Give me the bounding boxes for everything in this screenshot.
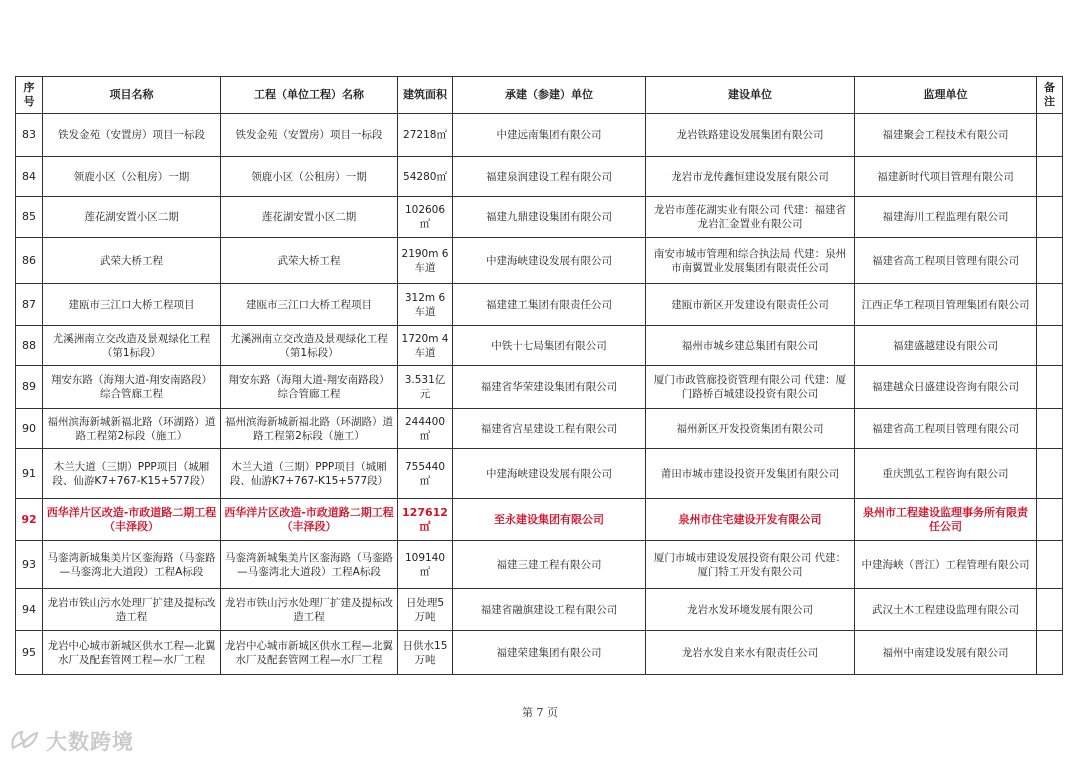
cell-contractor: 中铁十七局集团有限公司 <box>453 326 646 366</box>
header-contractor: 承建（参建）单位 <box>453 77 646 114</box>
cell-note <box>1037 589 1063 631</box>
cell-no: 88 <box>16 326 43 366</box>
cell-contractor: 福建泉润建设工程有限公司 <box>453 157 646 197</box>
cell-supervisor: 福建省高工程项目管理有限公司 <box>855 409 1037 449</box>
header-supervisor: 监理单位 <box>855 77 1037 114</box>
header-no: 序号 <box>16 77 43 114</box>
table-row <box>16 238 1063 284</box>
table-row <box>16 409 1063 449</box>
cell-project: 领鹿小区（公租房）一期 <box>43 157 221 197</box>
cell-supervisor: 泉州市工程建设监理事务所有限责任公司 <box>855 499 1037 541</box>
cell-no: 89 <box>16 366 43 409</box>
cell-note <box>1037 499 1063 541</box>
cell-supervisor: 福建盛越建设有限公司 <box>855 326 1037 366</box>
cell-contractor: 福建省华荣建设集团有限公司 <box>453 366 646 409</box>
page-number: 第 7 页 <box>522 706 558 719</box>
cell-owner: 南安市城市管理和综合执法局 代建：泉州市南翼置业发展集团有限责任公司 <box>646 238 855 284</box>
header-note: 备注 <box>1037 77 1063 114</box>
cell-area: 日供水15万吨 <box>398 631 453 675</box>
cell-owner: 厦门市政管廊投资管理有限公司 代建：厦门路桥百城建设投资有限公司 <box>646 366 855 409</box>
cell-sub-project: 龙岩中心城市新城区供水工程—北翼水厂及配套管网工程—水厂工程 <box>221 631 398 675</box>
cell-supervisor: 福建聚会工程技术有限公司 <box>855 114 1037 157</box>
cell-no: 92 <box>16 499 43 541</box>
cell-note <box>1037 238 1063 284</box>
cell-note <box>1037 541 1063 589</box>
cell-note <box>1037 631 1063 675</box>
cell-no: 91 <box>16 449 43 499</box>
cell-supervisor: 中建海峡（晋江）工程管理有限公司 <box>855 541 1037 589</box>
cell-no: 95 <box>16 631 43 675</box>
cell-area: 1720m 4车道 <box>398 326 453 366</box>
cell-no: 87 <box>16 284 43 326</box>
cell-contractor: 福建建工集团有限责任公司 <box>453 284 646 326</box>
cell-project: 翔安东路（海翔大道-翔安南路段）综合管廊工程 <box>43 366 221 409</box>
table-row <box>16 326 1063 366</box>
header-sub-project: 工程（单位工程）名称 <box>221 77 398 114</box>
cell-no: 90 <box>16 409 43 449</box>
cell-no: 85 <box>16 197 43 238</box>
cell-note <box>1037 366 1063 409</box>
watermark-logo-icon <box>10 728 40 754</box>
cell-supervisor: 福州中南建设发展有限公司 <box>855 631 1037 675</box>
projects-table <box>15 76 1063 675</box>
cell-no: 93 <box>16 541 43 589</box>
cell-area: 日处理5万吨 <box>398 589 453 631</box>
cell-supervisor: 福建越众日盛建设咨询有限公司 <box>855 366 1037 409</box>
cell-sub-project: 西华洋片区改造-市政道路二期工程（丰泽段） <box>221 499 398 541</box>
cell-contractor: 中建海峡建设发展有限公司 <box>453 238 646 284</box>
cell-project: 铁发金苑（安置房）项目一标段 <box>43 114 221 157</box>
cell-no: 94 <box>16 589 43 631</box>
cell-owner: 龙岩铁路建设发展集团有限公司 <box>646 114 855 157</box>
table-row <box>16 449 1063 499</box>
table-row <box>16 284 1063 326</box>
table-row <box>16 589 1063 631</box>
cell-note <box>1037 284 1063 326</box>
header-owner: 建设单位 <box>646 77 855 114</box>
cell-owner: 泉州市住宅建设开发有限公司 <box>646 499 855 541</box>
cell-project: 木兰大道（三期）PPP项目（城厢段、仙游K7+767-K15+577段） <box>43 449 221 499</box>
cell-area: 27218㎡ <box>398 114 453 157</box>
table-row <box>16 157 1063 197</box>
table-row <box>16 541 1063 589</box>
header-project: 项目名称 <box>43 77 221 114</box>
cell-area: 244400㎡ <box>398 409 453 449</box>
cell-area: 102606㎡ <box>398 197 453 238</box>
cell-contractor: 中建海峡建设发展有限公司 <box>453 449 646 499</box>
table-row <box>16 366 1063 409</box>
cell-owner: 福州市城乡建总集团有限公司 <box>646 326 855 366</box>
cell-project: 马銮湾新城集美片区銮海路（马銮路—马銮湾北大道段）工程A标段 <box>43 541 221 589</box>
cell-supervisor: 福建省高工程项目管理有限公司 <box>855 238 1037 284</box>
cell-owner: 福州新区开发投资集团有限公司 <box>646 409 855 449</box>
cell-project: 龙岩中心城市新城区供水工程—北翼水厂及配套管网工程—水厂工程 <box>43 631 221 675</box>
cell-project: 尤溪洲南立交改造及景观绿化工程（第1标段） <box>43 326 221 366</box>
cell-area: 312m 6车道 <box>398 284 453 326</box>
table-row <box>16 197 1063 238</box>
cell-sub-project: 领鹿小区（公租房）一期 <box>221 157 398 197</box>
cell-contractor: 福建九鼎建设集团有限公司 <box>453 197 646 238</box>
cell-project: 龙岩市铁山污水处理厂扩建及提标改造工程 <box>43 589 221 631</box>
cell-contractor: 福建三建工程有限公司 <box>453 541 646 589</box>
cell-owner: 龙岩水发环境发展有限公司 <box>646 589 855 631</box>
cell-supervisor: 江西正华工程项目管理集团有限公司 <box>855 284 1037 326</box>
cell-sub-project: 建瓯市三江口大桥工程项目 <box>221 284 398 326</box>
cell-owner: 莆田市城市建设投资开发集团有限公司 <box>646 449 855 499</box>
cell-sub-project: 翔安东路（海翔大道-翔安南路段）综合管廊工程 <box>221 366 398 409</box>
cell-area: 3.531亿元 <box>398 366 453 409</box>
cell-note <box>1037 114 1063 157</box>
cell-contractor: 至永建设集团有限公司 <box>453 499 646 541</box>
cell-project: 建瓯市三江口大桥工程项目 <box>43 284 221 326</box>
cell-project: 莲花湖安置小区二期 <box>43 197 221 238</box>
table-header-row <box>16 77 1063 114</box>
cell-supervisor: 福建新时代项目管理有限公司 <box>855 157 1037 197</box>
watermark <box>10 726 134 756</box>
cell-note <box>1037 326 1063 366</box>
cell-area: 54280㎡ <box>398 157 453 197</box>
cell-contractor: 中建远南集团有限公司 <box>453 114 646 157</box>
watermark-text: 大数跨境 <box>46 730 134 754</box>
cell-area: 755440㎡ <box>398 449 453 499</box>
cell-note <box>1037 157 1063 197</box>
cell-sub-project: 莲花湖安置小区二期 <box>221 197 398 238</box>
cell-no: 86 <box>16 238 43 284</box>
table-row <box>16 114 1063 157</box>
table-row <box>16 499 1063 541</box>
header-area: 建筑面积 <box>398 77 453 114</box>
cell-note <box>1037 409 1063 449</box>
cell-sub-project: 铁发金苑（安置房）项目一标段 <box>221 114 398 157</box>
cell-sub-project: 武荣大桥工程 <box>221 238 398 284</box>
cell-contractor: 福建省宫星建设工程有限公司 <box>453 409 646 449</box>
cell-supervisor: 福建海川工程监理有限公司 <box>855 197 1037 238</box>
cell-owner: 厦门市城市建设发展投资有限公司 代建：厦门特工开发有限公司 <box>646 541 855 589</box>
cell-sub-project: 马銮湾新城集美片区銮海路（马銮路—马銮湾北大道段）工程A标段 <box>221 541 398 589</box>
cell-project: 武荣大桥工程 <box>43 238 221 284</box>
cell-supervisor: 重庆凯弘工程咨询有限公司 <box>855 449 1037 499</box>
cell-supervisor: 武汉土木工程建设监理有限公司 <box>855 589 1037 631</box>
cell-contractor: 福建荣建集团有限公司 <box>453 631 646 675</box>
cell-project: 西华洋片区改造-市政道路二期工程（丰泽段） <box>43 499 221 541</box>
table-row <box>16 631 1063 675</box>
cell-area: 127612㎡ <box>398 499 453 541</box>
cell-sub-project: 木兰大道（三期）PPP项目（城厢段、仙游K7+767-K15+577段） <box>221 449 398 499</box>
cell-sub-project: 龙岩市铁山污水处理厂扩建及提标改造工程 <box>221 589 398 631</box>
cell-sub-project: 福州滨海新城新福北路（环湖路）道路工程第2标段（施工） <box>221 409 398 449</box>
cell-owner: 龙岩市莲花湖实业有限公司 代建：福建省龙岩汇金置业有限公司 <box>646 197 855 238</box>
cell-area: 109140㎡ <box>398 541 453 589</box>
cell-project: 福州滨海新城新福北路（环湖路）道路工程第2标段（施工） <box>43 409 221 449</box>
cell-note <box>1037 449 1063 499</box>
cell-sub-project: 尤溪洲南立交改造及景观绿化工程（第1标段） <box>221 326 398 366</box>
cell-owner: 龙岩水发自来水有限责任公司 <box>646 631 855 675</box>
cell-contractor: 福建省融旗建设工程有限公司 <box>453 589 646 631</box>
cell-no: 84 <box>16 157 43 197</box>
cell-owner: 建瓯市新区开发建设有限责任公司 <box>646 284 855 326</box>
cell-area: 2190m 6车道 <box>398 238 453 284</box>
cell-no: 83 <box>16 114 43 157</box>
cell-owner: 龙岩市龙传鑫恒建设发展有限公司 <box>646 157 855 197</box>
cell-note <box>1037 197 1063 238</box>
